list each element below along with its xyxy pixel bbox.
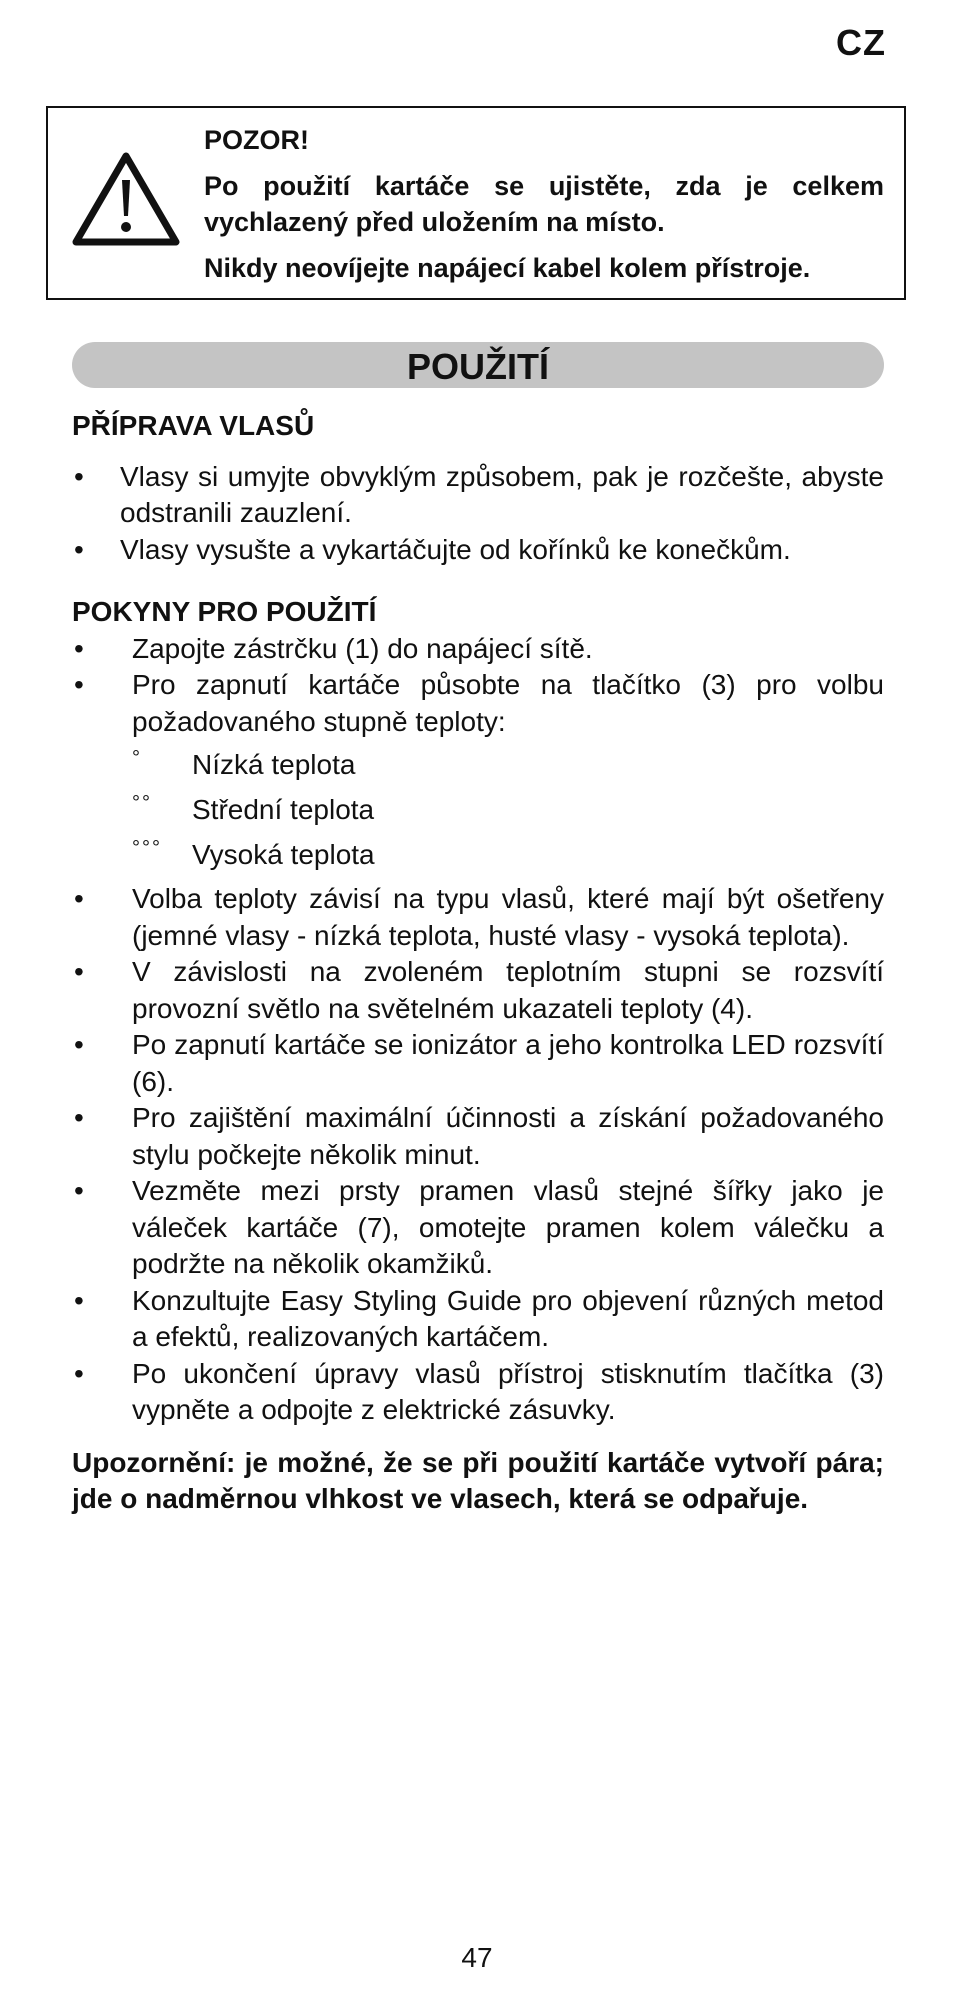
list-item [72,1283,884,1356]
list-item [72,1027,884,1100]
bullet-dot: • [74,883,84,914]
list-item [72,1100,884,1173]
warning-title: POZOR! [204,125,309,155]
temp-label: Vysoká teplota [192,839,375,870]
list-item-text: Vezměte mezi prsty pramen vlasů stejné šířky jako je váleček kartáče (7), omotejte pramen kolem válečku a podržte na několik okamžiků. [132,1175,884,1279]
warning-text [204,122,884,286]
temp-level-mark: °° [132,792,152,814]
usage-heading: POKYNY PRO POUŽITÍ [72,596,377,627]
prep-section [72,408,884,568]
prep-heading: PŘÍPRAVA VLASŮ [72,410,315,441]
list-item-text: V závislosti na zvoleném teplotním stupni se rozsvítí provozní světlo na světelném ukazateli teploty (4). [132,956,884,1024]
list-item [72,881,884,954]
bullet-dot: • [74,533,84,565]
warning-triangle-icon [70,150,182,250]
temp-level-mark: °°° [132,837,162,859]
page-number: 47 [461,1942,493,1973]
temp-option-low [72,742,884,787]
list-item-text: Vlasy si umyjte obvyklým způsobem, pak je rozčešte, abyste odstranili zauzlení. [120,460,884,528]
list-item [72,459,884,532]
bullet-dot: • [74,956,84,987]
list-item-text: Zapojte zástrčku (1) do napájecí sítě. [132,632,593,664]
list-item-text: Pro zajištění maximální účinnosti a získání požadovaného stylu počkejte několik minut. [132,1102,884,1170]
list-item-text: Po ukončení úpravy vlasů přístroj stisknutím tlačítka (3) vypněte a odpojte z elektrické zásuvky. [132,1357,884,1425]
warning-line-2: vychlazený před uložením na místo. [204,207,665,237]
temp-option-medium [72,787,884,832]
warning-line-1: Po použití kartáče se ujistěte, zda je celkem [204,171,884,201]
temp-option-high [72,832,884,877]
section-title-bar: POUŽITÍ [72,342,884,388]
language-code: CZ [836,22,886,63]
list-item-text: Volba teploty závisí na typu vlasů, které mají být ošetřeny (jemné vlasy - nízká teplota, husté vlasy - vysoká teplota). [132,883,884,951]
temp-level-mark: ° [132,747,142,769]
bullet-dot: • [74,1284,84,1316]
list-item [72,954,884,1027]
bullet-dot: • [74,1175,84,1206]
bullet-dot: • [74,632,84,664]
list-item [72,1173,884,1283]
warning-line-3: Nikdy neovíjejte napájecí kabel kolem přístroje. [204,253,811,283]
list-item [72,532,884,569]
list-item-text: Pro zapnutí kartáče působte na tlačítko (3) pro volbu požadovaného stupně teploty: [132,669,884,737]
warning-box [46,106,906,300]
list-item [72,1356,884,1429]
bullet-dot: • [74,1029,84,1060]
bullet-dot: • [74,1357,84,1389]
list-item [72,667,884,740]
usage-section [72,594,884,1518]
list-item [72,631,884,668]
temp-label: Nízká teplota [192,749,356,780]
list-item-text: Po zapnutí kartáče se ionizátor a jeho kontrolka LED rozsvítí (6). [132,1029,884,1097]
list-item-text: Konzultujte Easy Styling Guide pro objevení různých metod a efektů, realizovaných kartáčem. [132,1284,884,1352]
list-item-text: Vlasy vysušte a vykartáčujte od kořínků ke konečkům. [120,533,791,565]
bullet-dot: • [74,669,84,700]
bullet-dot: • [74,460,84,492]
note-paragraph: Upozornění: je možné, že se při použití kartáče vytvoří pára; jde o nadměrnou vlhkost ve vlasech, která se odpařuje. [72,1446,884,1514]
bullet-dot: • [74,1102,84,1133]
temp-label: Střední teplota [192,794,375,825]
